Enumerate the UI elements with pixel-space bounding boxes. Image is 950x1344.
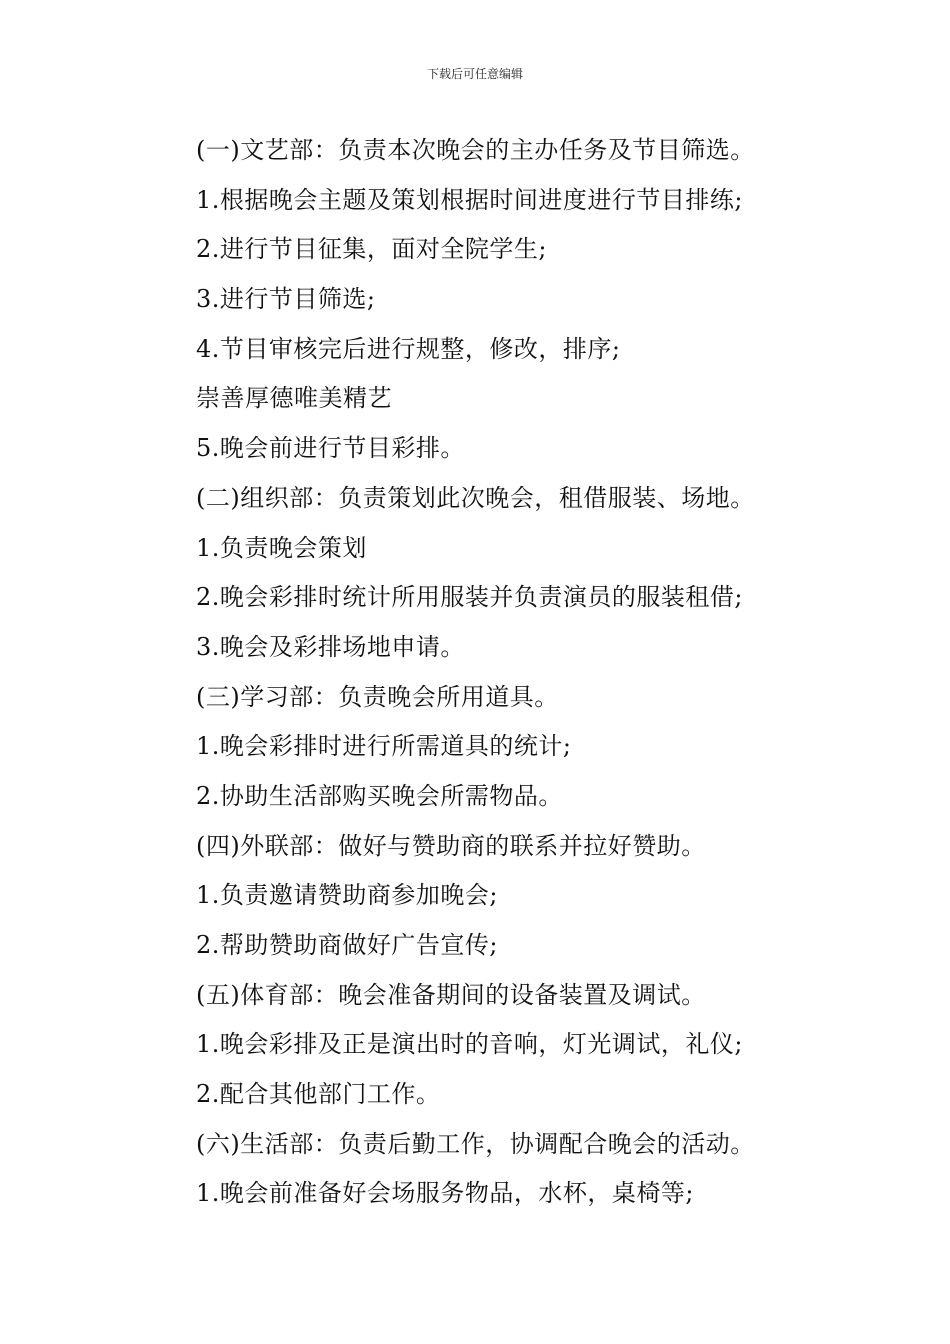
document-body [196,126,796,1219]
text-line: (四)外联部：做好与赞助商的联系并拉好赞助。 [196,831,706,860]
text-line: 2.进行节目征集，面对全院学生; [196,235,547,264]
text-line: (一)文艺部：负责本次晚会的主办任务及节目筛选。 [196,136,755,164]
text-line: 1.晚会彩排时进行所需道具的统计; [196,732,572,761]
text-line: (五)体育部：晚会准备期间的设备装置及调试。 [196,980,706,1009]
text-line: 5.晚会前进行节目彩排。 [196,434,465,463]
text-line: 崇善厚德唯美精艺 [196,384,392,413]
text-line: 1.负责邀请赞助商参加晚会; [196,881,498,910]
text-line: 3.进行节目筛选; [196,285,376,314]
text-line: 2.晚会彩排时统计所用服装并负责演员的服装租借; [196,583,743,612]
text-line: 2.配合其他部门工作。 [196,1080,441,1109]
text-line: 2.协助生活部购买晚会所需物品。 [196,781,563,810]
text-line: 1.晚会前准备好会场服务物品，水杯，桌椅等; [196,1179,694,1208]
text-line: 1.根据晚会主题及策划根据时间进度进行节目排练; [196,185,743,214]
text-line: 1.晚会彩排及正是演出时的音响，灯光调试，礼仪; [196,1030,743,1059]
text-line: 4.节目审核完后进行规整，修改，排序; [196,334,621,363]
header-note: 下载后可任意编辑 [426,67,523,81]
text-line: 3.晚会及彩排场地申请。 [196,632,465,661]
text-line: 1.负责晚会策划 [196,533,367,562]
text-line: (六)生活部：负责后勤工作，协调配合晚会的活动。 [196,1129,755,1158]
text-line: 2.帮助赞助商做好广告宣传; [196,931,498,959]
text-line: (二)组织部：负责策划此次晚会，租借服装、场地。 [196,483,755,512]
text-line: (三)学习部：负责晚会所用道具。 [196,682,559,711]
